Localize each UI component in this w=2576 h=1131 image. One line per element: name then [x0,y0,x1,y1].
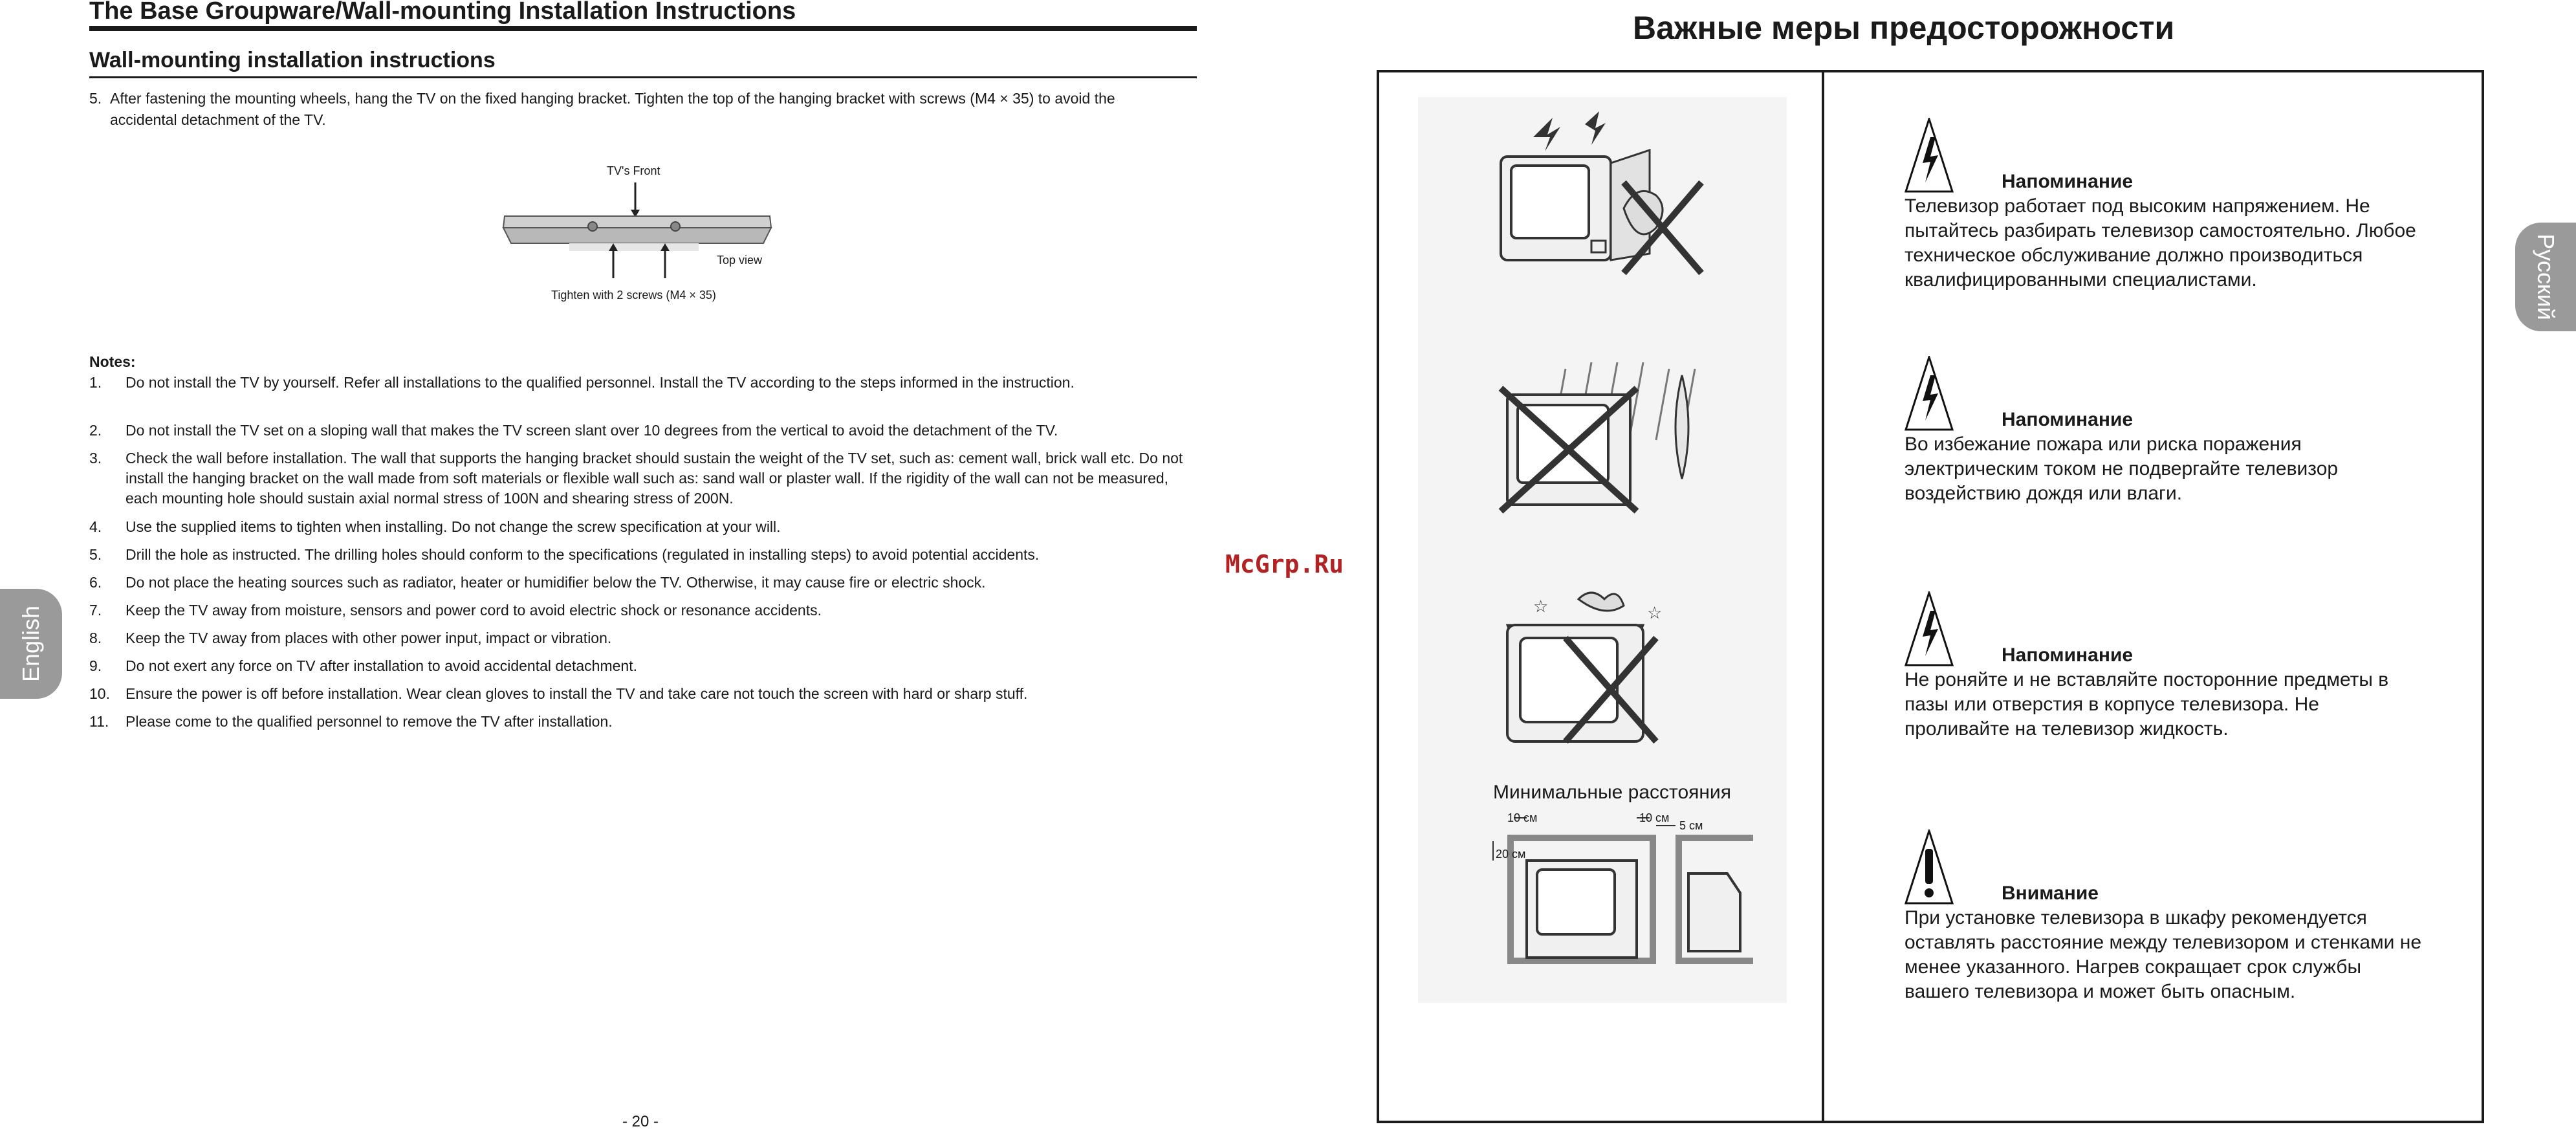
svg-text:☆: ☆ [1647,603,1663,622]
tv-disassembly-illustration [1488,111,1721,280]
language-tab-label: English [17,605,44,683]
section-title: Wall-mounting installation instructions [89,48,496,72]
lightning-warning-icon [1905,591,1954,666]
dim-label: 5 см [1679,819,1703,832]
dim-label: 20 см [1496,848,1526,861]
page-title: The Base Groupware/Wall-mounting Installation Instructions [89,0,796,25]
left-page: The Base Groupware/Wall-mounting Installation Instructions Wall-mounting installation instructions 5. After fastening the mounting wheels, hang the TV on the fixed hanging bracket. Tighten the top of the hanging bracket with screws (M4 × 35) to avoid the accidental detachment of the TV. TV's Front Top view Tighten with 2 screws (M4 × 35) Notes: 1. Do not install the TV by yourself. Refer all installations to the qualified personnel. Install the TV according to the steps informed in the instruction. 2. Do not install the TV set on a sloping wall that makes the TV screen slant over 10 degrees from the vertical to avoid the detachment of the TV. 3. Check the wall before installation. The wall that supports the hanging bracket should sustain the weight of the TV set, such as: cement wall, brick wall etc. Do not install the hanging bracket on the wall made from soft materials or flexible wall such as: sand wall or plaster wall. If the rigidity of the wall can not be measured, each mounting hole should sustain axial normal stress of 100N and shearing stress of 200N. 4. Use the supplied items to tighten when installing. Do not change the screw specification at your will. 5. Drill the hole as instructed. The drilling holes should conform to the specifications (regulated in installing steps) to avoid potential accidents. 6. Do not place the heating sources such as radiator, heater or humidifier below the TV. Otherwise, it may cause fire or electric shock. 7. Keep the TV away from moisture, sensors and power cord to avoid electric shock or resonance accidents. 8. Keep the TV away from places with other power input, impact or vibration. 9. Do not exert any force on TV after installation to avoid accidental detachment. 10. Ensure the power is off before installation. Wear clean gloves to install the TV and take care not touch the screen with hard or sharp stuff. 11. Please come to the qualified personnel to remove the TV after installation. - 20 - English [0,0,1242,1130]
page-number: - 20 - [622,1113,659,1130]
warning-text: Не роняйте и не вставляйте посторонние предметы в пазы или отверстия в корпусе телевизора. Не проливайте на телевизор жидкость. [1905,669,2389,740]
tv-front-label: TV's Front [607,164,660,177]
step-number: 5. [89,90,102,107]
title-rule [89,26,1197,31]
min-distances-label: Минимальные расстояния [1493,782,1731,803]
bracket-figure [498,162,796,311]
warning-heading: Напоминание [2002,644,2134,666]
svg-text:☆: ☆ [1533,597,1549,616]
screws-label: Tighten with 2 screws (M4 × 35) [551,289,716,302]
warning-heading: Внимание [2002,883,2099,904]
warning-text: При установке телевизора в шкафу рекомендуется оставлять расстояние между телевизором и стенками не менее указанного. Нагрев сокращает срок службы вашего телевизора и может быть опасным. [1905,907,2421,1002]
exclamation-warning-icon [1905,829,1954,905]
tv-rain-illustration [1488,362,1734,531]
step-text: After fastening the mounting wheels, hang the TV on the fixed hanging bracket. Tighten the top of the hanging bracket with screws (M4 × 35) to avoid the accidental detachment of the TV. [110,90,1115,128]
language-tab-label: Русский [2533,234,2559,320]
language-tab-english[interactable] [0,589,62,699]
section-rule [89,76,1197,78]
tv-objects-illustration [1494,586,1688,754]
lightning-warning-icon [1905,356,1954,431]
min-distances-diagram [1488,809,1766,977]
watermark: McGrp.Ru [1225,550,1344,578]
dim-label: 10 см [1639,811,1670,824]
warning-heading: Напоминание [2002,171,2134,192]
notes-title: Notes: [89,353,136,370]
column-divider [1822,70,1824,1123]
dim-label: 10 см [1507,811,1538,824]
language-tab-russian[interactable] [2515,223,2576,331]
top-view-label: Top view [717,254,763,267]
page-title-ru: Важные меры предосторожности [1633,10,2175,46]
lightning-warning-icon [1905,118,1954,193]
warning-text: Во избежание пожара или риска поражения электрическим током не подвергайте телевизор воздействию дождя или влаги. [1905,434,2339,504]
warning-heading: Напоминание [2002,409,2134,430]
warning-text: Телевизор работает под высоким напряжением. Не пытайтесь разбирать телевизор самостоятельно. Любое техническое обслуживание должно производиться квалифицированными специалистами. [1905,195,2416,291]
